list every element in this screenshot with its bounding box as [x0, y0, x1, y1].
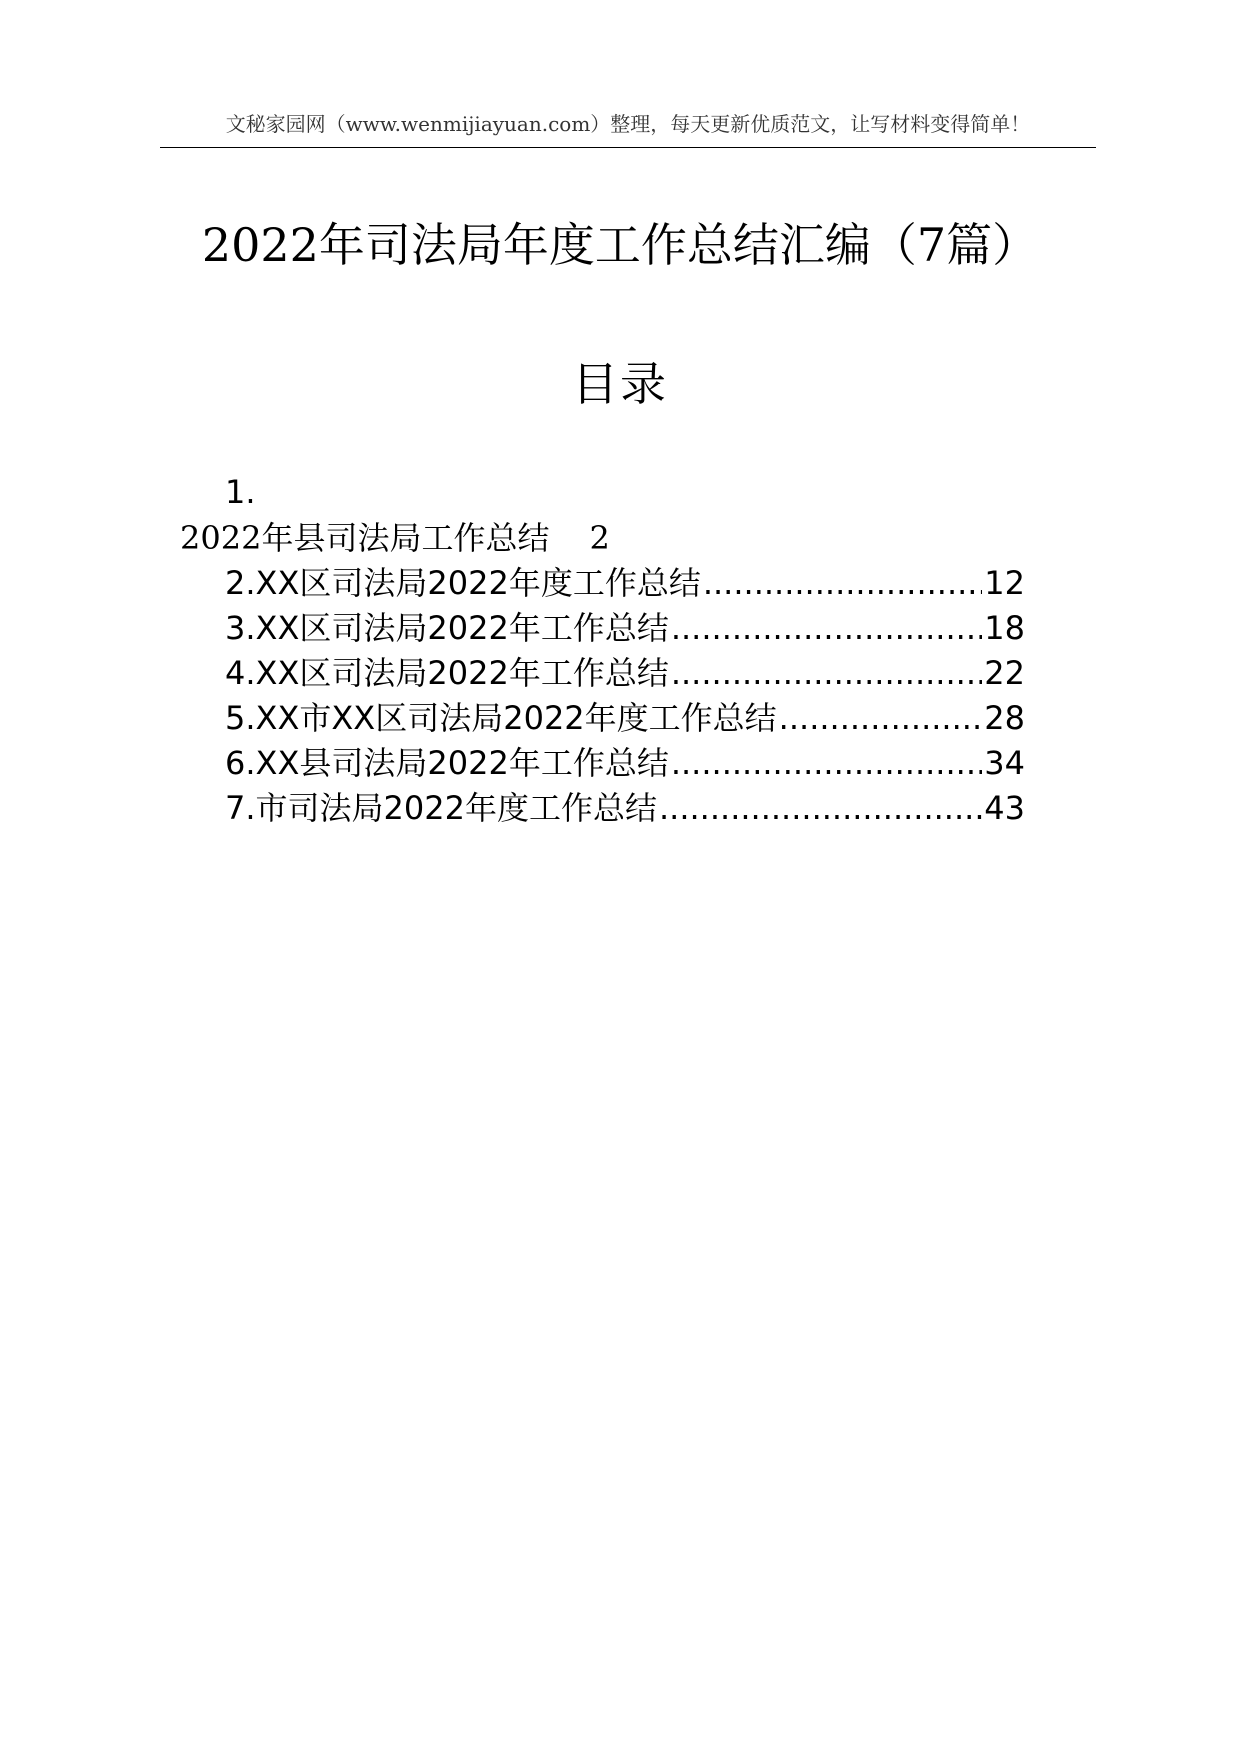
- toc-entry-title: 4.XX区司法局2022年工作总结: [225, 654, 669, 692]
- toc-list: [225, 561, 1025, 831]
- page-header-text: 文秘家园网（www.wenmijiayuan.com）整理，每天更新优质范文，让写材料变得简单！: [225, 112, 1031, 136]
- toc-entry-6[interactable]: [225, 741, 1025, 786]
- toc-entry-page: 43: [984, 789, 1025, 827]
- toc-entry-7[interactable]: [225, 786, 1025, 831]
- toc-entry-page: 34: [984, 744, 1025, 782]
- toc-heading: 目录: [572, 357, 668, 411]
- dot-leader: [779, 696, 983, 741]
- header-divider: [160, 147, 1096, 148]
- toc-entry-page: 18: [984, 609, 1025, 647]
- toc-entry-5[interactable]: [225, 696, 1025, 741]
- toc-entry-page: 22: [984, 654, 1025, 692]
- toc-entry-1[interactable]: [180, 516, 610, 560]
- toc-entry-page: 28: [984, 699, 1025, 737]
- toc-entry-title: 6.XX县司法局2022年工作总结: [225, 744, 669, 782]
- toc-entry-4[interactable]: [225, 651, 1025, 696]
- dot-leader: [703, 561, 982, 606]
- dot-leader: [671, 651, 982, 696]
- toc-entry-2[interactable]: [225, 561, 1025, 606]
- toc-entry-page: 12: [984, 564, 1025, 602]
- toc-entry-title: 7.市司法局2022年度工作总结: [225, 789, 657, 827]
- dot-leader: [659, 786, 982, 831]
- toc-entry-title: 2.XX区司法局2022年度工作总结: [225, 564, 701, 602]
- toc-entry-title: 5.XX市XX区司法局2022年度工作总结: [225, 699, 777, 737]
- dot-leader: [671, 606, 982, 651]
- document-title: 2022年司法局年度工作总结汇编（7篇）: [201, 218, 1039, 272]
- toc-entry-title: 3.XX区司法局2022年工作总结: [225, 609, 669, 647]
- toc-entry-1-title: 2022年县司法局工作总结: [180, 519, 550, 557]
- toc-entry-1-number[interactable]: 1.: [225, 473, 256, 511]
- dot-leader: [671, 741, 982, 786]
- toc-entry-3[interactable]: [225, 606, 1025, 651]
- toc-entry-1-page: 2: [589, 519, 610, 557]
